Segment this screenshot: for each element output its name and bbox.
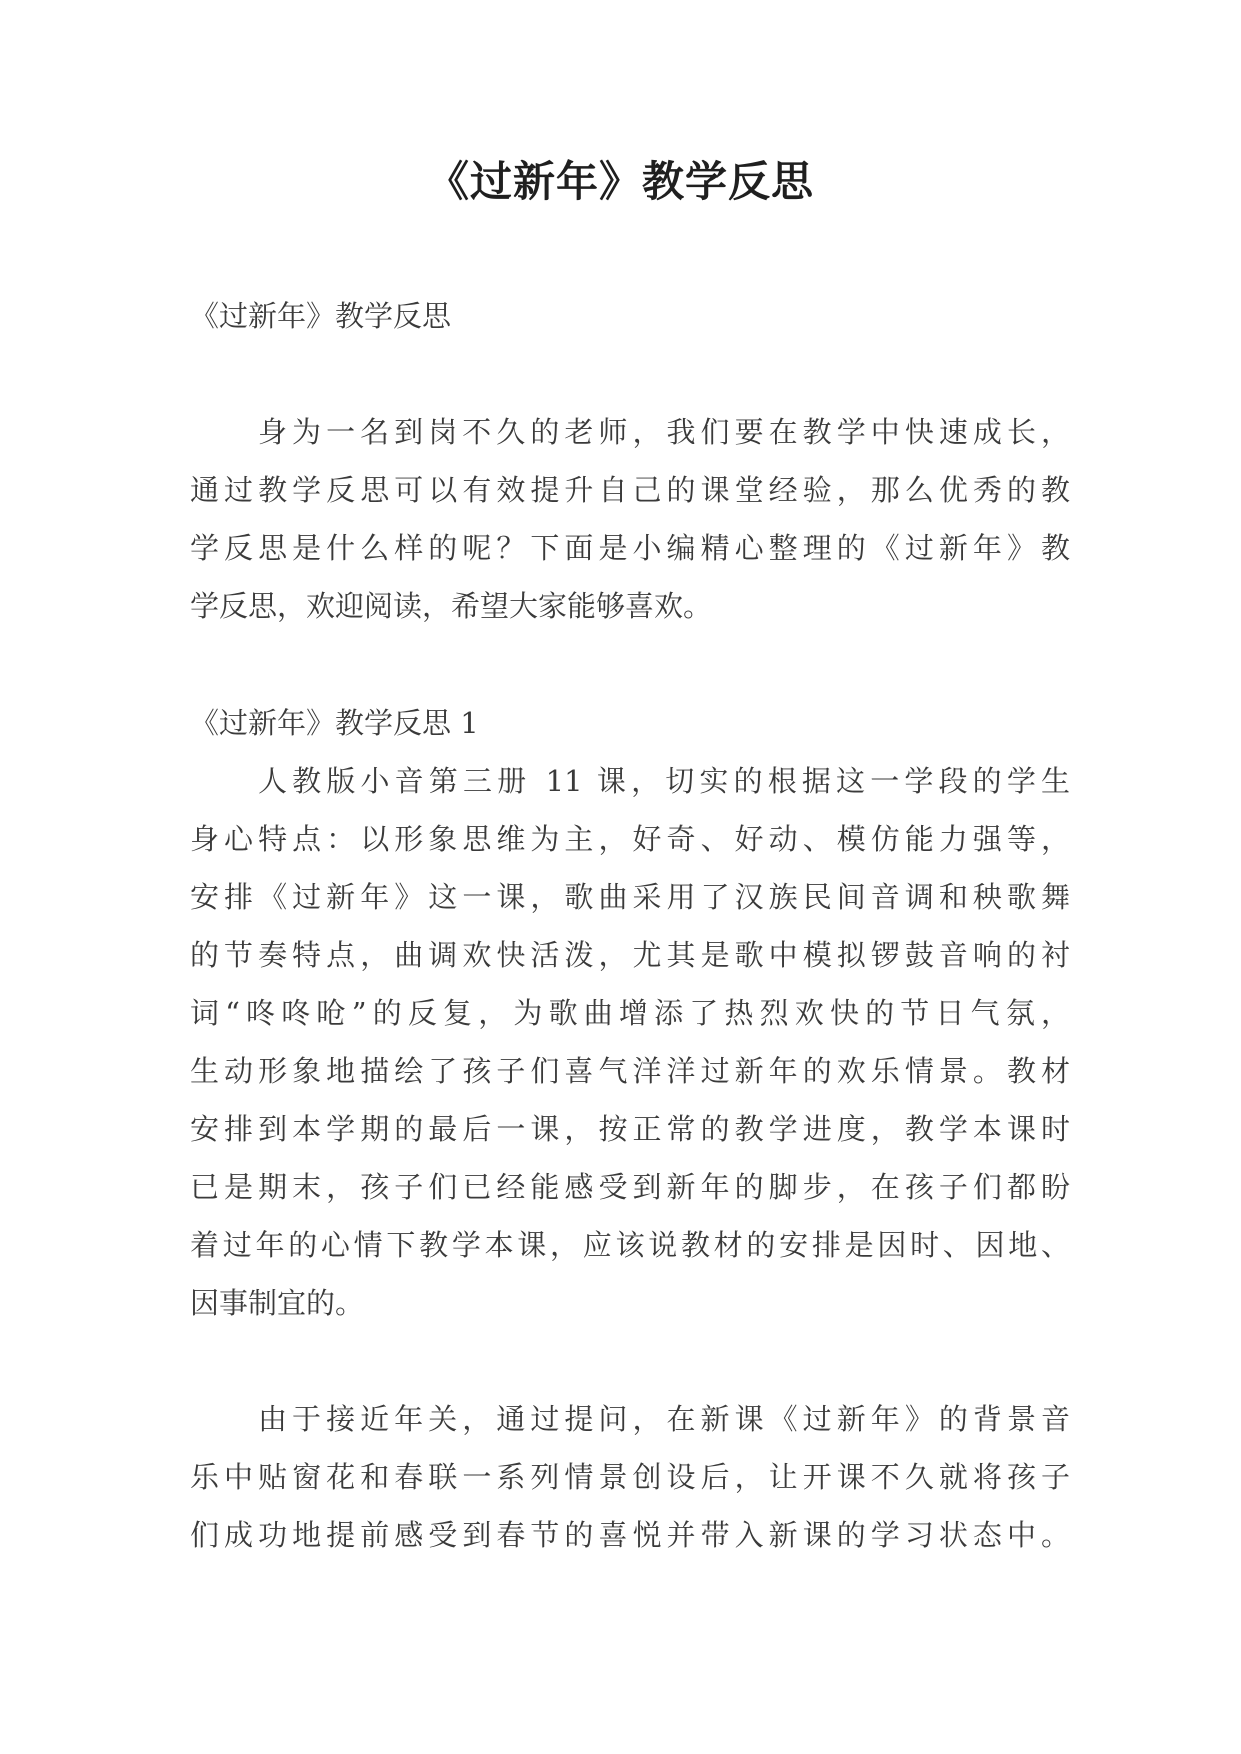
paragraph-line: 身心特点：以形象思维为主，好奇、好动、模仿能力强等， [190,822,1070,856]
paragraph-line: 的节奏特点，曲调欢快活泼，尤其是歌中模拟锣鼓音响的衬 [190,938,1070,972]
paragraph-line: 人教版小音第三册 11 课，切实的根据这一学段的学生 [258,764,1070,798]
document-subtitle: 《过新年》教学反思 [190,299,452,333]
intro-line: 身为一名到岗不久的老师，我们要在教学中快速成长， [258,415,1070,449]
section-heading: 《过新年》教学反思 1 [190,706,479,740]
document-title: 《过新年》教学反思 [426,157,814,206]
paragraph-line: 安排到本学期的最后一课，按正常的教学进度，教学本课时 [190,1112,1070,1146]
intro-line: 学反思是什么样的呢？下面是小编精心整理的《过新年》教 [190,531,1070,565]
paragraph-line: 由于接近年关，通过提问，在新课《过新年》的背景音 [258,1402,1070,1436]
intro-line: 学反思，欢迎阅读，希望大家能够喜欢。 [190,589,713,623]
paragraph-line: 安排《过新年》这一课，歌曲采用了汉族民间音调和秧歌舞 [190,880,1070,914]
paragraph-line: 们成功地提前感受到春节的喜悦并带入新课的学习状态中。 [190,1518,1070,1552]
paragraph-line: 生动形象地描绘了孩子们喜气洋洋过新年的欢乐情景。教材 [190,1054,1070,1088]
paragraph-line: 因事制宜的。 [190,1286,365,1320]
paragraph-line: 词“咚咚呛”的反复，为歌曲增添了热烈欢快的节日气氛， [190,996,1070,1030]
paragraph-line: 已是期末，孩子们已经能感受到新年的脚步，在孩子们都盼 [190,1170,1070,1204]
paragraph-line: 乐中贴窗花和春联一系列情景创设后，让开课不久就将孩子 [190,1460,1070,1494]
paragraph-line: 着过年的心情下教学本课，应该说教材的安排是因时、因地、 [190,1228,1070,1262]
intro-line: 通过教学反思可以有效提升自己的课堂经验，那么优秀的教 [190,473,1070,507]
